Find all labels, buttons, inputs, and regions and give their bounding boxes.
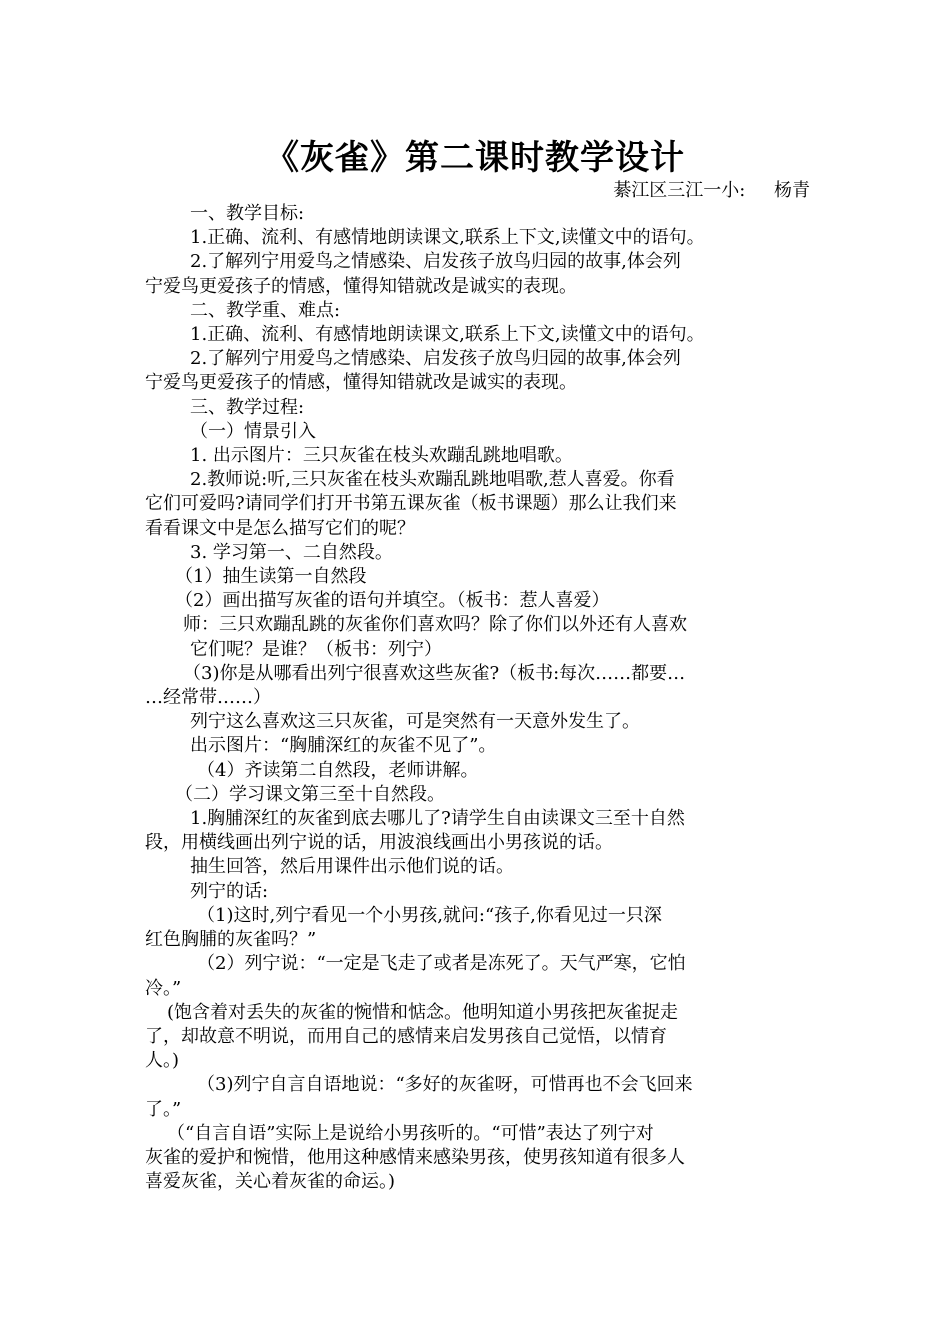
- text-line: 它们可爱吗?请同学们打开书第五课灰雀（板书课题）那么让我们来: [145, 493, 677, 515]
- text-line: 宁爱鸟更爱孩子的情感，懂得知错就改是诚实的表现。: [145, 275, 577, 297]
- text-line: …经常带……）: [145, 687, 271, 709]
- text-line: 2.了解列宁用爱鸟之情感染、启发孩子放鸟归园的故事,体会列: [190, 348, 681, 370]
- text-line: 它们呢？是谁？（板书：列宁）: [190, 638, 442, 660]
- text-line: 3. 学习第一、二自然段。: [190, 541, 393, 563]
- text-line: 列宁的话:: [190, 880, 269, 902]
- text-line: 1.正确、流利、有感情地朗读课文,联系上下文,读懂文中的语句。: [190, 227, 705, 249]
- text-line: （1）抽生读第一自然段: [175, 566, 367, 588]
- text-line: 1. 出示图片：三只灰雀在枝头欢蹦乱跳地唱歌。: [190, 445, 573, 467]
- text-line: （“自言自语”实际上是说给小男孩听的。“可惜”表达了列宁对: [167, 1122, 654, 1144]
- text-line: 冷。”: [145, 977, 182, 999]
- text-line: 1.正确、流利、有感情地朗读课文,联系上下文,读懂文中的语句。: [190, 324, 705, 346]
- text-line: （2）画出描写灰雀的语句并填空。（板书：惹人喜爱）: [175, 590, 610, 612]
- text-line: 红色胸脯的灰雀吗？”: [145, 929, 317, 951]
- text-line: 一、教学目标:: [190, 203, 305, 224]
- author-line: 綦江区三江一小: 杨青: [613, 180, 810, 201]
- text-line: 宁爱鸟更爱孩子的情感，懂得知错就改是诚实的表现。: [145, 372, 577, 394]
- text-line: 段，用横线画出列宁说的话，用波浪线画出小男孩说的话。: [145, 832, 613, 854]
- text-line: 出示图片：“胸脯深红的灰雀不见了”。: [190, 735, 497, 757]
- document-body: [145, 202, 815, 1194]
- text-line: （2）列宁说：“一定是飞走了或者是冻死了。天气严寒，它怕: [197, 953, 686, 975]
- text-line: （4）齐读第二自然段，老师讲解。: [197, 759, 479, 781]
- text-line: （3)列宁自言自语地说：“多好的灰雀呀，可惜再也不会飞回来: [197, 1074, 693, 1096]
- document-title: 《灰雀》第二课时教学设计: [265, 138, 685, 178]
- text-line: 二、教学重、难点:: [190, 299, 341, 321]
- text-line: (饱含着对丢失的灰雀的惋惜和惦念。他明知道小男孩把灰雀捉走: [167, 1001, 679, 1023]
- text-line: 1.胸脯深红的灰雀到底去哪儿了?请学生自由读课文三至十自然: [190, 808, 685, 830]
- text-line: 灰雀的爱护和惋惜，他用这种感情来感染男孩，使男孩知道有很多人: [145, 1146, 685, 1168]
- text-line: （3)你是从哪看出列宁很喜欢这些灰雀?（板书:每次……都要…: [183, 662, 686, 684]
- text-line: （二）学习课文第三至十自然段。: [175, 783, 445, 805]
- text-line: 了。”: [145, 1098, 182, 1120]
- text-line: 列宁这么喜欢这三只灰雀，可是突然有一天意外发生了。: [190, 711, 640, 733]
- text-line: 喜爱灰雀，关心着灰雀的命运。): [145, 1171, 396, 1193]
- text-line: 2.教师说:听,三只灰雀在枝头欢蹦乱跳地唱歌,惹人喜爱。你看: [190, 469, 675, 491]
- text-line: 三、教学过程:: [190, 396, 305, 418]
- text-line: （1)这时,列宁看见一个小男孩,就问:“孩子,你看见过一只深: [197, 904, 662, 926]
- text-line: 抽生回答，然后用课件出示他们说的话。: [190, 856, 514, 878]
- text-line: 看看课文中是怎么描写它们的呢？: [145, 517, 415, 539]
- text-line: 师：三只欢蹦乱跳的灰雀你们喜欢吗？除了你们以外还有人喜欢: [183, 614, 687, 636]
- text-line: 2.了解列宁用爱鸟之情感染、启发孩子放鸟归园的故事,体会列: [190, 251, 681, 273]
- text-line: 了，却故意不明说，而用自己的感情来启发男孩自己觉悟，以情育: [145, 1025, 667, 1047]
- text-line: （一）情景引入: [190, 420, 316, 442]
- text-line: 人。): [145, 1050, 180, 1072]
